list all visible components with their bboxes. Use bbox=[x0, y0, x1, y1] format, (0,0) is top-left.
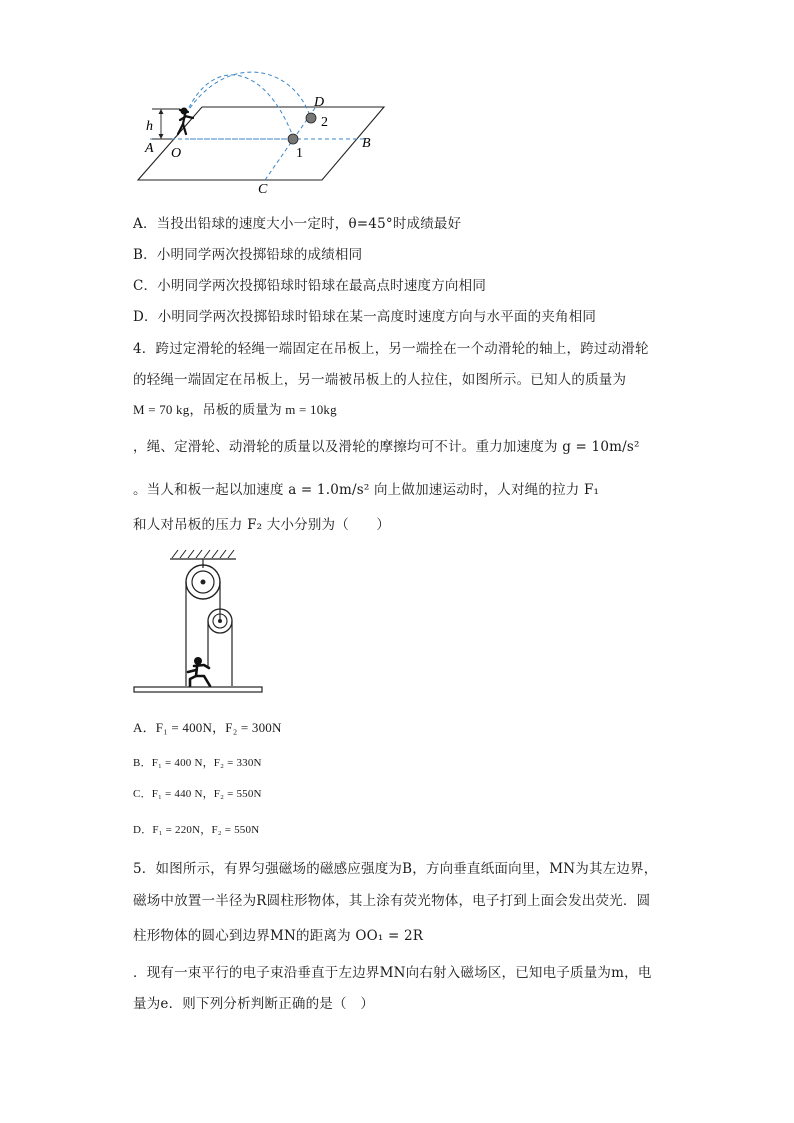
ceiling-hatch bbox=[172, 550, 234, 558]
trajectory-1 bbox=[186, 75, 292, 134]
person-icon bbox=[188, 657, 210, 686]
q5-line-4: ．现有一束平行的电子束沿垂直于左边界MN向右射入磁场区，已知电子质量为m，电 bbox=[133, 965, 652, 981]
thrower-icon bbox=[178, 108, 193, 135]
hanging-board bbox=[134, 687, 262, 692]
q4-option-c: C．F₁ = 440 N，F₂ = 550N bbox=[133, 788, 262, 800]
height-arrow-up bbox=[159, 109, 164, 114]
q3-option-b: B．小明同学两次投掷铅球的成绩相同 bbox=[133, 247, 363, 263]
label-C: C bbox=[258, 182, 268, 197]
q5-line-2: 磁场中放置一半径为R圆柱形物体，其上涂有荧光物体，电子打到上面会发出荧光．圆 bbox=[133, 893, 651, 909]
ball-1 bbox=[288, 134, 298, 144]
q4-line-1: 4．跨过定滑轮的轻绳一端固定在吊板上，另一端拴在一个动滑轮的轴上，跨过动滑轮 bbox=[133, 341, 649, 357]
movable-pulley-axle bbox=[218, 619, 222, 623]
ball-2 bbox=[306, 113, 316, 123]
label-B: B bbox=[362, 136, 371, 151]
label-A: A bbox=[145, 141, 154, 156]
q4-line-6: 和人对吊板的压力 F₂ 大小分别为（ ） bbox=[133, 517, 391, 533]
label-O: O bbox=[171, 146, 182, 161]
q4-line-2: 的轻绳一端固定在吊板上，另一端被吊板上的人拉住，如图所示。已知人的质量为 bbox=[133, 372, 627, 388]
q4-line-5: 。当人和板一起以加速度 a = 1.0m/s² 向上做加速运动时，人对绳的拉力 F₁ bbox=[133, 482, 600, 498]
label-2: 2 bbox=[321, 115, 328, 130]
ground-plane bbox=[138, 107, 384, 180]
q5-line-5: 量为e．则下列分析判断正确的是（ ） bbox=[133, 996, 375, 1012]
pulley-figure bbox=[0, 540, 794, 700]
shot-put-figure bbox=[0, 0, 794, 200]
q3-option-c: C．小明同学两次投掷铅球时铅球在最高点时速度方向相同 bbox=[133, 278, 487, 294]
q5-line-1: 5．如图所示，有界匀强磁场的磁感应强度为B，方向垂直纸面向里，MN为其左边界， bbox=[133, 861, 658, 877]
q5-line-3: 柱形物体的圆心到边界MN的距离为 OO₁ = 2R bbox=[133, 928, 424, 944]
q3-option-d: D．小明同学两次投掷铅球时铅球在某一高度时速度方向与水平面的夹角相同 bbox=[133, 309, 597, 325]
q3-option-a: A．当投出铅球的速度大小一定时，θ=45°时成绩最好 bbox=[133, 216, 462, 232]
label-1: 1 bbox=[296, 146, 303, 161]
label-h: h bbox=[146, 119, 153, 134]
fixed-pulley-axle bbox=[201, 580, 206, 585]
q4-line-3: M = 70 kg，吊板的质量为 m = 10kg bbox=[133, 402, 337, 417]
label-D: D bbox=[314, 95, 325, 110]
q4-option-a: A．F₁ = 400N，F₂ = 300N bbox=[133, 720, 282, 735]
q4-option-d: D．F₁ = 220N，F₂ = 550N bbox=[133, 824, 260, 836]
q4-line-4: ，绳、定滑轮、动滑轮的质量以及滑轮的摩擦均可不计。重力加速度为 g = 10m/s² bbox=[133, 439, 640, 455]
q4-option-b: B．F₁ = 400 N，F₂ = 330N bbox=[133, 757, 262, 769]
height-arrow-down bbox=[159, 134, 164, 139]
